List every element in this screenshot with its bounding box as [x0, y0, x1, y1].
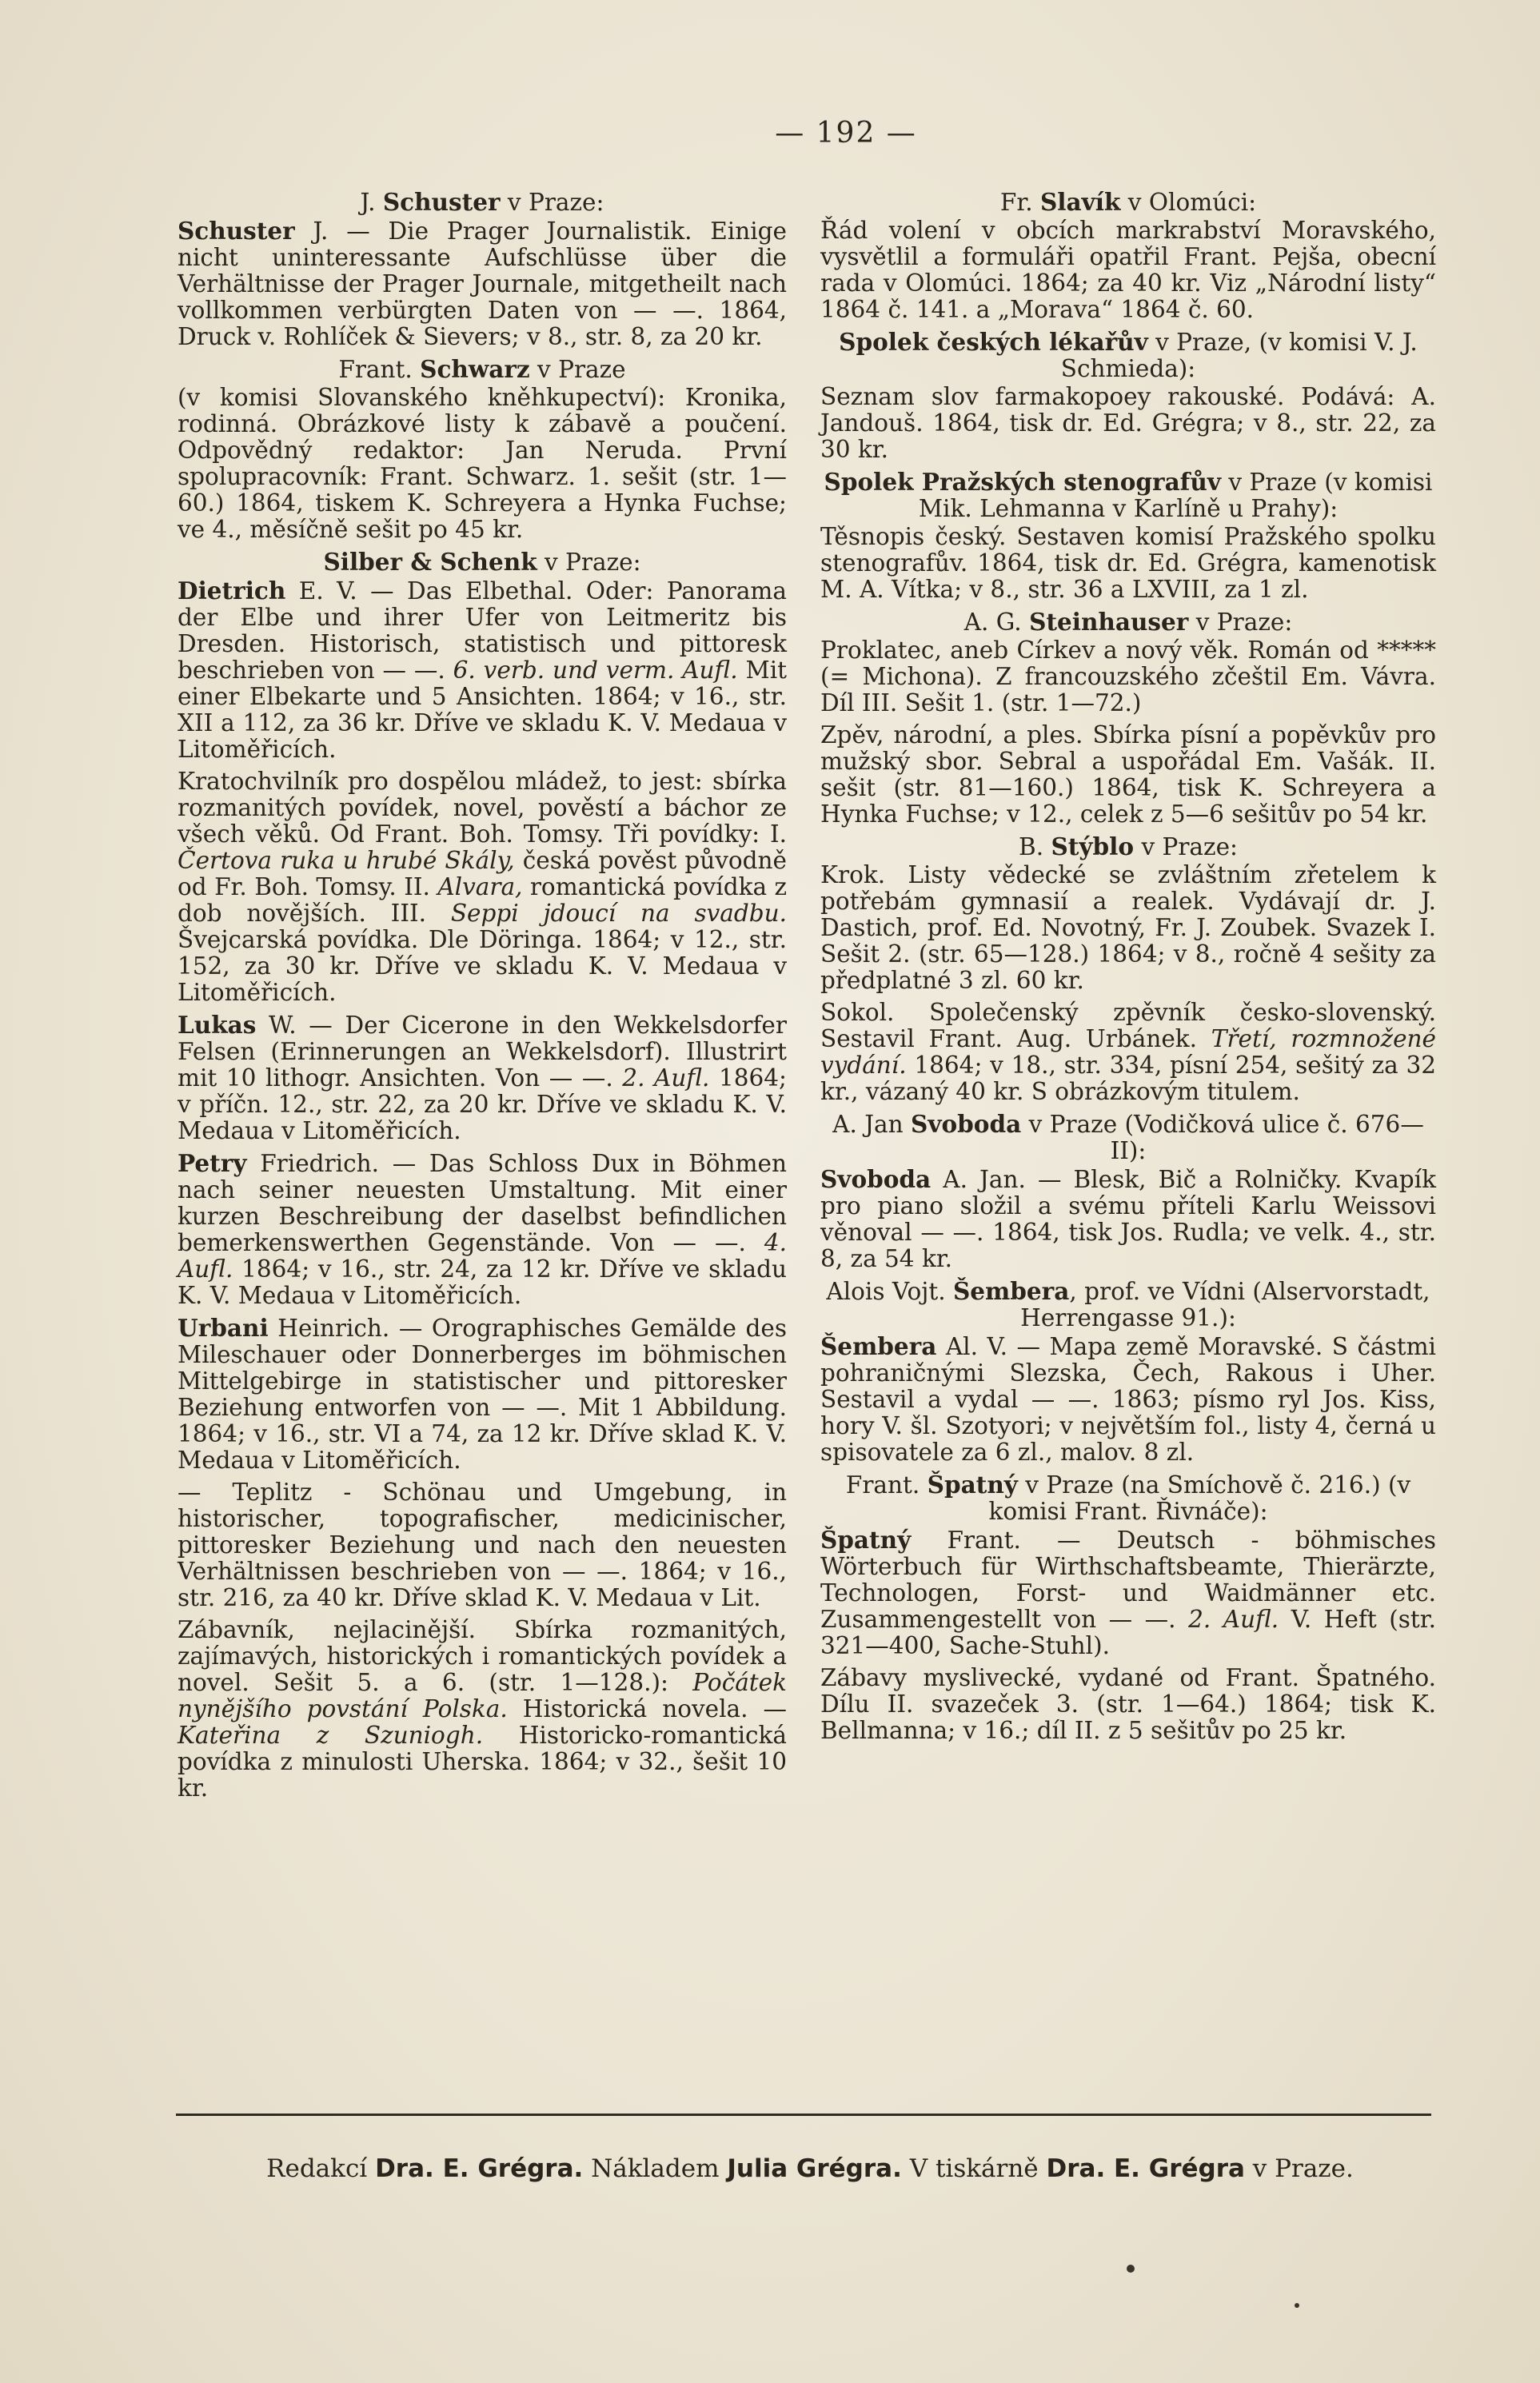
ink-speck — [1295, 2303, 1299, 2308]
publisher-heading: Frant. Špatný v Praze (na Smíchově č. 216.) (v komisi Frant. Řivnáče): — [845, 1471, 1411, 1525]
left-column — [178, 189, 787, 1807]
publisher-heading: Silber & Schenk v Praze: — [323, 548, 641, 576]
publisher-heading: Frant. Schwarz v Praze — [338, 355, 626, 383]
catalog-entry: Zábavy myslivecké, vydané od Frant. Špatného. Dílu II. svazeček 3. (str. 1—64.) 1864; tisk K. Bellmanna; v 16.; díl II. z 5 sešitův po 25 kr. — [820, 1664, 1436, 1744]
catalog-entry: Špatný Frant. — Deutsch - böhmisches Wörterbuch für Wirthschaftsbeamte, Thierärzte, Technologen, Forst- und Waidmänner etc. Zusammengestellt von — —. 2. Aufl. V. Heft (str. 321—400, Sache-Stuhl). — [820, 1526, 1436, 1659]
catalog-entry: Šembera Al. V. — Mapa země Moravské. S částmi pohraničnými Slezska, Čech, Rakous i Uher. Sestavil a vydal — —. 1863; písmo ryl Jos. Kiss, hory V. šl. Szotyori; v největším fol., listy 4, černá u spisovatele za 6 zl., malov. 8 zl. — [820, 1332, 1436, 1466]
catalog-entry: Schuster J. — Die Prager Journalistik. Einige nicht uninteressante Aufschlüsse über die Verhältnisse der Prager Journale, mitgetheilt nach vollkommen verbürgten Daten von — —. 1864, Druck v. Rohlíček & Sievers; v 8., str. 8, za 20 kr. — [178, 217, 787, 350]
publisher-heading: A. G. Steinhauser v Praze: — [963, 608, 1293, 636]
catalog-entry: Krok. Listy vědecké se zvláštním zřetelem k potřebám gymnasií a realek. Vydávají dr. J. Dastich, prof. Ed. Novotný, Fr. J. Zoubek. Svazek I. Sešit 2. (str. 65—128.) 1864; v 8., ročně 4 sešity za předplatné 3 zl. 60 kr. — [820, 861, 1436, 994]
catalog-entry: (v komisi Slovanského kněhkupectví): Kronika, rodinná. Obrázkové listy k zábavě a poučení. Odpovědný redaktor: Jan Neruda. První spolupracovník: Frant. Schwarz. 1. sešit (str. 1—60.) 1864, tiskem K. Schreyera a Hynka Fuchse; ve 4., měsíčně sešit po 45 kr. — [178, 384, 787, 543]
catalog-entry: Proklatec, aneb Církev a nový věk. Román od ***** (= Michona). Z francouzského zčeštil Em. Vávra. Díl III. Sešit 1. (str. 1—72.) — [820, 637, 1436, 716]
catalog-entry: Zpěv, národní, a ples. Sbírka písní a popěvkův pro mužský sbor. Sebral a uspořádal Em. Vašák. II. sešit (str. 81—160.) 1864, tisk K. Schreyera a Hynka Fuchse; v 12., celek z 5—6 sešitův po 54 kr. — [820, 721, 1436, 828]
page-number: — 192 — — [775, 117, 917, 150]
publisher-heading: Alois Vojt. Šembera, prof. ve Vídni (Alservorstadt, Herrengasse 91.): — [826, 1277, 1430, 1331]
catalog-entry: Zábavník, nejlacinější. Sbírka rozmanitých, zajímavých, historických i romantických povídek a novel. Sešit 5. a 6. (str. 1—128.): Počátek nynějšího povstání Polska. Historická novela. — Kateřina z Szuniogh. Historicko-romantická povídka z minulosti Uherska. 1864; v 32., šešit 10 kr. — [178, 1616, 787, 1802]
catalog-entry: Seznam slov farmakopoey rakouské. Podává: A. Jandouš. 1864, tisk dr. Ed. Grégra; v 8., str. 22, za 30 kr. — [820, 383, 1436, 463]
catalog-entry: Dietrich E. V. — Das Elbethal. Oder: Panorama der Elbe und ihrer Ufer von Leitmeritz bis Dresden. Historisch, statistisch und pittoresk beschrieben von — —. 6. verb. und verm. Aufl. Mit einer Elbekarte und 5 Ansichten. 1864; v 16., str. XII a 112, za 36 kr. Dříve ve skladu K. V. Medaua v Litoměřicích. — [178, 577, 787, 763]
publisher-heading: Fr. Slavík v Olomúci: — [999, 188, 1257, 216]
publisher-heading: B. Stýblo v Praze: — [1019, 832, 1238, 860]
catalog-entry: Petry Friedrich. — Das Schloss Dux in Böhmen nach seiner neuesten Umstaltung. Mit einer kurzen Beschreibung der daselbst befindlichen bemerkenswerthen Gegenstände. Von — —. 4. Aufl. 1864; v 16., str. 24, za 12 kr. Dříve ve skladu K. V. Medaua v Litoměřicích. — [178, 1149, 787, 1309]
catalog-entry: Sokol. Společenský zpěvník česko-slovenský. Sestavil Frant. Aug. Urbánek. Třetí, rozmnožené vydání. 1864; v 18., str. 334, písní 254, sešitý za 32 kr., vázaný 40 kr. S obrázkovým titulem. — [820, 999, 1436, 1105]
catalog-entry: Urbani Heinrich. — Orographisches Gemälde des Mileschauer oder Donnerberges im böhmischen Mittelgebirge in statistischer und pittoresker Beziehung entworfen von — —. Mit 1 Abbildung. 1864; v 16., str. VI a 74, za 12 kr. Dříve sklad K. V. Medaua v Litoměřicích. — [178, 1314, 787, 1474]
publisher-heading: J. Schuster v Praze: — [360, 188, 604, 216]
catalog-entry: — Teplitz - Schönau und Umgebung, in historischer, topografischer, medicinischer, pittoresker Beziehung und nach den neuesten Verhältnissen beschrieben von — —. 1864; v 16., str. 216, za 40 kr. Dříve sklad K. V. Medaua v Lit. — [178, 1479, 787, 1611]
catalog-entry: Lukas W. — Der Cicerone in den Wekkelsdorfer Felsen (Erinnerungen an Wekkelsdorf). Illustrirt mit 10 lithogr. Ansichten. Von — —. 2. Aufl. 1864; v příčn. 12., str. 22, za 20 kr. Dříve ve skladu K. V. Medaua v Litoměřicích. — [178, 1011, 787, 1144]
catalog-entry: Řád volení v obcích markrabství Moravského, vysvětlil a formuláři opatřil Frant. Pejša, obecní rada v Olomúci. 1864; za 40 kr. Viz „Národní listy“ 1864 č. 141. a „Morava“ 1864 č. 60. — [820, 217, 1436, 323]
publisher-heading: A. Jan Svoboda v Praze (Vodičková ulice č. 676—II): — [832, 1110, 1424, 1164]
catalog-entry: Svoboda A. Jan. — Blesk, Bič a Rolničky. Kvapík pro piano složil a svému příteli Karlu Weissovi věnoval — —. 1864, tisk Jos. Rudla; ve velk. 4., str. 8, za 54 kr. — [820, 1165, 1436, 1272]
footer-rule — [176, 2114, 1431, 2116]
publisher-heading: Spolek Pražských stenografův v Praze (v komisi Mik. Lehmanna v Karlíně u Prahy): — [824, 468, 1433, 522]
right-column — [820, 189, 1436, 1750]
catalog-entry: Kratochvilník pro dospělou mládež, to jest: sbírka rozmanitých povídek, novel, pověstí a báchor ze všech věků. Od Frant. Boh. Tomsy. Tři povídky: I. Čertova ruka u hrubé Skály, česká pověst původně od Fr. Boh. Tomsy. II. Alvara, romantická povídka z dob novějších. III. Seppi jdoucí na svadbu. Švejcarská povídka. Dle Döringa. 1864; v 12., str. 152, za 30 kr. Dříve ve skladu K. V. Medaua v Litoměřicích. — [178, 768, 787, 1006]
ink-speck — [1127, 2265, 1135, 2273]
imprint-footer: Redakcí Dra. E. Grégra. Nákladem Julia Grégra. V tiskárně Dra. E. Grégra v Praze. — [266, 2154, 1354, 2183]
catalog-entry: Těsnopis český. Sestaven komisí Pražského spolku stenografův. 1864, tisk dr. Ed. Grégra, kamenotisk M. A. Vítka; v 8., str. 36 a LXVIII, za 1 zl. — [820, 523, 1436, 603]
publisher-heading: Spolek českých lékařův v Praze, (v komisi V. J. Schmieda): — [839, 328, 1418, 382]
